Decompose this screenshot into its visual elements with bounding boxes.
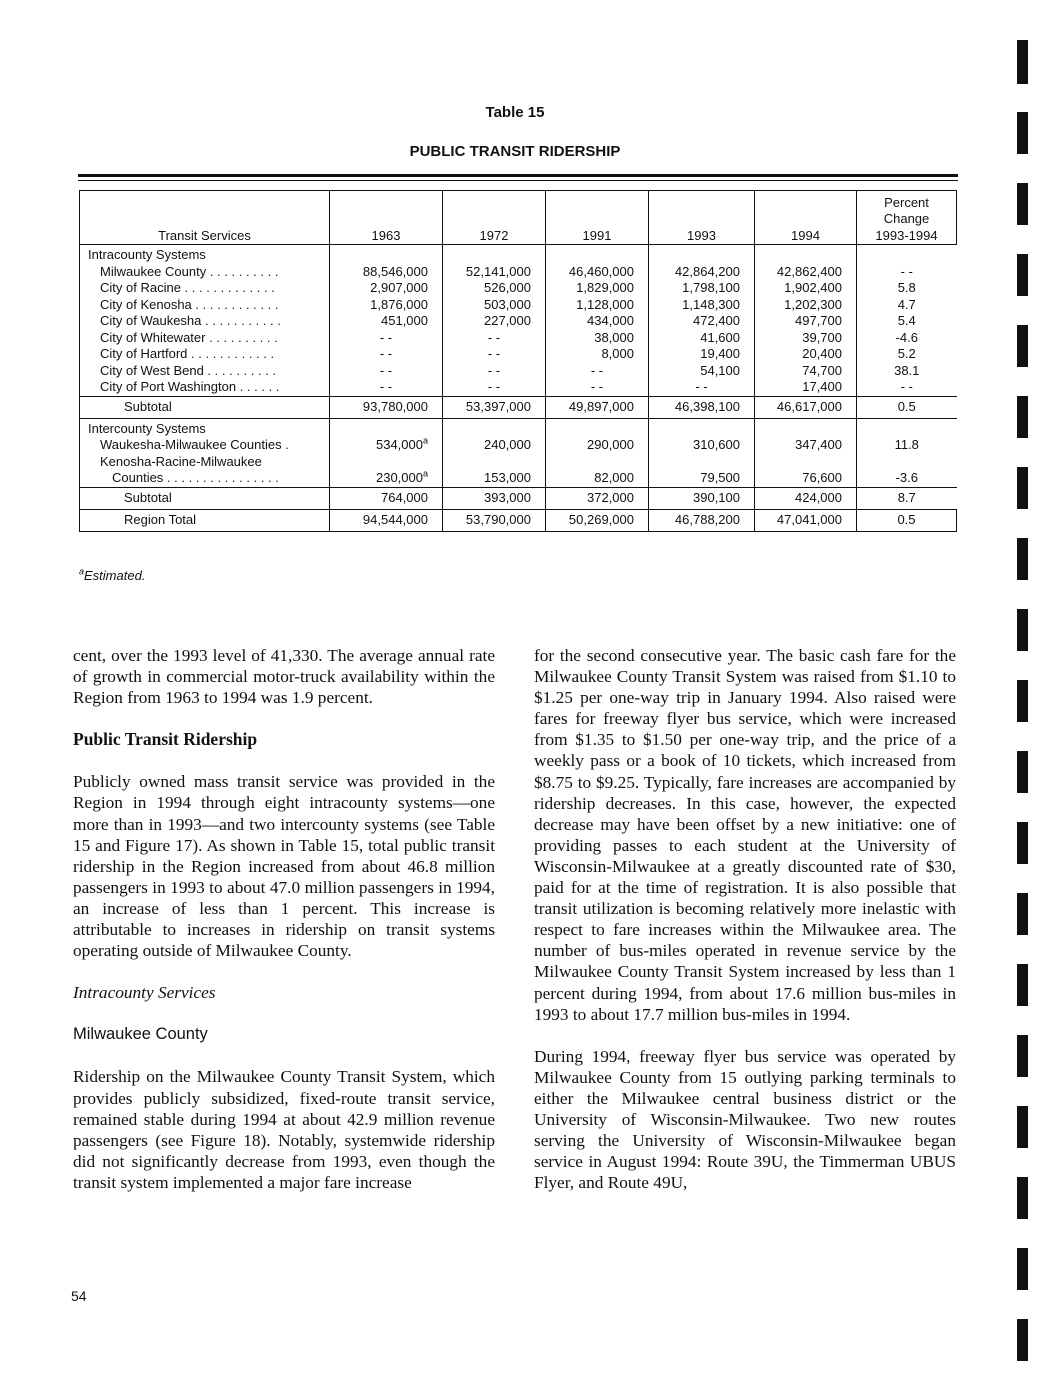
registration-mark xyxy=(1017,964,1028,1006)
registration-mark xyxy=(1017,325,1028,367)
registration-mark xyxy=(1017,467,1028,509)
subtotal-row-intercounty xyxy=(80,487,957,509)
scan-registration-marks xyxy=(1017,0,1031,1380)
cell-pct: 11.8 xyxy=(857,437,957,454)
row-label: City of Waukesha xyxy=(100,313,202,328)
left-paragraph-2: Publicly owned mass transit service was provided in the Region in 1994 through eight intracounty systems—one more than in 1993—and two intercounty systems (see Table 15 and Figure 17). As shown in Table 15, total public transit ridership in the Region increased from about 46.8 million passengers in 1993 to about 47.0 million passengers in 1994, an increase of less than 1 percent. This increase is attributable to increases in ridership on transit systems operating outside of Milwaukee County. xyxy=(73,772,495,961)
left-paragraph-3: Ridership on the Milwaukee County Transit System, which provides publicly subsidized, fixed-route transit service, remained stable during 1994 at about 42.9 million revenue passengers (see Figure 18). Notably, systemwide ridership did not significantly decrease from 1993, even though the transit system implemented a major fare increase xyxy=(73,1067,495,1192)
header-year-1991: 1991 xyxy=(546,191,649,245)
registration-mark xyxy=(1017,822,1028,864)
total-label: Region Total xyxy=(124,511,197,527)
row-label: City of Port Washington xyxy=(100,379,237,394)
right-paragraph-2: During 1994, freeway flyer bus service was operated by Milwaukee County from 15 outlying parking terminals to either the Milwaukee central business district or the University of Wisconsin-Milwaukee. Two new routes serving the University of Wisconsin-Milwaukee began service in August 1994: Route 39U, the Timmerman UBUS Flyer, and Route 49U, xyxy=(534,1046,956,1193)
cell-1991: 1,829,000 xyxy=(546,280,649,297)
registration-mark xyxy=(1017,1035,1028,1077)
group-label-intracounty: Intracounty Systems xyxy=(88,247,206,262)
cell-pct: 0.5 xyxy=(857,509,957,531)
cell-1963: - - xyxy=(330,363,443,380)
row-label: Milwaukee County xyxy=(100,263,207,279)
row-label-line2: Counties xyxy=(112,470,164,485)
row-label: Waukesha-Milwaukee Counties xyxy=(100,437,282,452)
header-pct-line1: Percent xyxy=(884,194,929,210)
cell-1993: 472,400 xyxy=(649,313,755,330)
leader-dots: . xyxy=(281,437,289,452)
cell-1994: 46,617,000 xyxy=(755,396,857,418)
registration-mark xyxy=(1017,1177,1028,1219)
leader-dots: . . . . . . . . . . . . . xyxy=(180,280,275,295)
cell-1994: 347,400 xyxy=(755,437,857,454)
cell-1994: 20,400 xyxy=(755,346,857,363)
cell-1994: 42,862,400 xyxy=(755,264,857,281)
table-row xyxy=(80,437,957,454)
cell-1972: 227,000 xyxy=(443,313,546,330)
table-row xyxy=(80,280,957,297)
registration-mark xyxy=(1017,751,1028,793)
cell-1993: 1,148,300 xyxy=(649,297,755,314)
footnote-ref: a xyxy=(422,468,428,479)
cell-1972: 53,397,000 xyxy=(443,396,546,418)
row-label-line1: Kenosha-Racine-Milwaukee xyxy=(100,453,262,469)
cell-1993: 390,100 xyxy=(649,487,755,509)
header-pct-line2: Change xyxy=(883,211,930,226)
cell-pct: 5.2 xyxy=(857,346,957,363)
cell-1991: 50,269,000 xyxy=(546,509,649,531)
cell-1963: 94,544,000 xyxy=(330,509,443,531)
cell-1963: 88,546,000 xyxy=(330,264,443,281)
cell-pct: 8.7 xyxy=(857,487,957,509)
leader-dots: . . . . . . . . . . xyxy=(205,329,278,345)
right-column xyxy=(534,645,956,1193)
table-row xyxy=(80,454,957,471)
cell-1994: 47,041,000 xyxy=(755,509,857,531)
cell-1994: 424,000 xyxy=(755,487,857,509)
cell-1991: 46,460,000 xyxy=(546,264,649,281)
subsubsection-heading: Milwaukee County xyxy=(73,1025,208,1044)
cell-1994: 17,400 xyxy=(755,379,857,396)
footnote-mark: a xyxy=(79,566,85,577)
row-label: City of Whitewater xyxy=(100,329,206,345)
left-paragraph-1: cent, over the 1993 level of 41,330. The average annual rate of growth in commercial motor-truck availability within the Region from 1963 to 1994 was 1.9 percent. xyxy=(73,646,495,708)
cell-1994: 1,902,400 xyxy=(755,280,857,297)
registration-mark xyxy=(1017,254,1028,296)
registration-mark xyxy=(1017,893,1028,935)
cell-1972: - - xyxy=(443,379,546,396)
cell-1972: 240,000 xyxy=(443,437,546,454)
cell-1972: 153,000 xyxy=(443,470,546,487)
header-year-1994: 1994 xyxy=(755,191,857,245)
header-percent-change xyxy=(857,191,957,245)
cell-1972: - - xyxy=(443,346,546,363)
row-label: City of West Bend xyxy=(100,362,204,378)
header-pct-line3: 1993-1994 xyxy=(875,227,938,243)
cell-1993: 41,600 xyxy=(649,330,755,347)
subtotal-label: Subtotal xyxy=(124,489,172,505)
cell-1991: - - xyxy=(546,363,649,380)
right-paragraph-1: for the second consecutive year. The basic cash fare for the Milwaukee County Transit System was raised from $1.10 to $1.25 per one-way trip in January 1994. Also raised were fares for freeway flyer bus service, which were increased from $1.35 to $1.50 per one-way trip, and the price of a weekly pass or a book of 10 tickets, which increased from $8.75 to $9.25. Typically, fare increases are accompanied by ridership decreases. In this case, however, the expected decrease may have been offset by a new initiative: one of providing passes to each student at the University of Wisconsin-Milwaukee at a greatly discounted rate of $30, paid for at the time of registration. It is also possible that transit utilization is becoming relatively more inelastic with respect to fare increases within the Milwaukee area. The number of bus-miles operated in revenue service by the Milwaukee County Transit System increased by less than 1 percent during 1994, from about 17.6 million bus-miles in 1993 to about 17.7 million bus-miles in 1994. xyxy=(534,646,956,1024)
cell-1972: 53,790,000 xyxy=(443,509,546,531)
cell-1963: - - xyxy=(330,330,443,347)
value-1963: 230,000 xyxy=(375,470,423,485)
cell-pct: - - xyxy=(857,379,957,396)
cell-1991: - - xyxy=(546,379,649,396)
registration-mark xyxy=(1017,1319,1028,1361)
leader-dots: . . . . . . . . . . . . . . . . xyxy=(163,470,279,485)
table-title: PUBLIC TRANSIT RIDERSHIP xyxy=(409,143,621,160)
cell-pct: 0.5 xyxy=(857,396,957,418)
header-year-1963: 1963 xyxy=(330,191,443,245)
registration-mark xyxy=(1017,112,1028,154)
table-row xyxy=(80,313,957,330)
footnote-ref: a xyxy=(422,435,428,446)
leader-dots: . . . . . . . . . . . . xyxy=(191,296,279,312)
subsection-heading: Intracounty Services xyxy=(73,983,216,1003)
cell-1991: 49,897,000 xyxy=(546,396,649,418)
cell-1991: 290,000 xyxy=(546,437,649,454)
leader-dots: . . . . . . . . . . xyxy=(203,362,277,378)
cell-1963: - - xyxy=(330,346,443,363)
header-services: Transit Services xyxy=(80,191,330,245)
leader-dots: . . . . . . . . . . xyxy=(206,263,279,279)
cell-1993: 1,798,100 xyxy=(649,280,755,297)
group-label-intercounty: Intercounty Systems xyxy=(88,420,206,436)
cell-1963: 93,780,000 xyxy=(330,396,443,418)
value-1963: 534,000 xyxy=(375,437,423,452)
left-column xyxy=(73,645,495,1193)
table-row xyxy=(80,470,957,487)
cell-1972: - - xyxy=(443,330,546,347)
table-row xyxy=(80,346,957,363)
table-row xyxy=(80,330,957,347)
cell-1963: 451,000 xyxy=(330,313,443,330)
registration-mark xyxy=(1017,538,1028,580)
cell-1963: 764,000 xyxy=(330,487,443,509)
row-label: City of Hartford xyxy=(100,346,188,361)
cell-pct: -3.6 xyxy=(857,470,957,487)
leader-dots: . . . . . . . . . . . xyxy=(201,313,281,328)
cell-pct: 5.4 xyxy=(857,313,957,330)
cell-1993: 54,100 xyxy=(649,363,755,380)
cell-1991: 82,000 xyxy=(546,470,649,487)
cell-1994: 76,600 xyxy=(755,470,857,487)
header-year-1993: 1993 xyxy=(649,191,755,245)
row-label: City of Racine xyxy=(100,280,181,295)
cell-1993: - - xyxy=(649,379,755,396)
cell-1963 xyxy=(330,470,443,487)
registration-mark xyxy=(1017,680,1028,722)
cell-1993: 42,864,200 xyxy=(649,264,755,281)
cell-1994: 497,700 xyxy=(755,313,857,330)
cell-pct: 38.1 xyxy=(857,363,957,380)
cell-1993: 46,398,100 xyxy=(649,396,755,418)
cell-1991: 38,000 xyxy=(546,330,649,347)
cell-1963: - - xyxy=(330,379,443,396)
cell-1991: 434,000 xyxy=(546,313,649,330)
cell-1963: 1,876,000 xyxy=(330,297,443,314)
cell-1993: 79,500 xyxy=(649,470,755,487)
page-number: 54 xyxy=(71,1288,87,1304)
region-total-row xyxy=(80,509,957,531)
cell-1994: 74,700 xyxy=(755,363,857,380)
group-row-intercounty xyxy=(80,418,957,437)
cell-pct: 5.8 xyxy=(857,280,957,297)
registration-mark xyxy=(1017,40,1028,84)
leader-dots: . . . . . . . . . . . . xyxy=(187,346,275,361)
cell-1972: 503,000 xyxy=(443,297,546,314)
table-row xyxy=(80,297,957,314)
cell-pct: 4.7 xyxy=(857,297,957,314)
cell-pct: - - xyxy=(857,264,957,281)
cell-1972: - - xyxy=(443,363,546,380)
cell-1963: 2,907,000 xyxy=(330,280,443,297)
cell-1994: 1,202,300 xyxy=(755,297,857,314)
table-footnote xyxy=(79,568,145,583)
cell-1963 xyxy=(330,437,443,454)
table-row xyxy=(80,264,957,281)
registration-mark xyxy=(1017,609,1028,651)
table-number: Table 15 xyxy=(485,104,545,121)
table-row xyxy=(80,363,957,380)
title-rule-thick xyxy=(78,174,958,177)
group-row-intracounty xyxy=(80,245,957,264)
footnote-text: Estimated. xyxy=(84,568,146,583)
header-year-1972: 1972 xyxy=(443,191,546,245)
cell-1993: 46,788,200 xyxy=(649,509,755,531)
leader-dots: . . . . . . xyxy=(236,379,280,394)
cell-1994: 39,700 xyxy=(755,330,857,347)
table-header-row xyxy=(80,191,957,245)
registration-mark xyxy=(1017,396,1028,438)
registration-mark xyxy=(1017,183,1028,225)
subtotal-row-intracounty xyxy=(80,396,957,418)
cell-pct: -4.6 xyxy=(857,330,957,347)
subtotal-label: Subtotal xyxy=(124,398,172,414)
cell-1991: 1,128,000 xyxy=(546,297,649,314)
cell-1991: 8,000 xyxy=(546,346,649,363)
title-rule-thin xyxy=(78,180,958,181)
cell-1993: 19,400 xyxy=(649,346,755,363)
cell-1993: 310,600 xyxy=(649,437,755,454)
registration-mark xyxy=(1017,1106,1028,1148)
cell-1991: 372,000 xyxy=(546,487,649,509)
cell-1972: 393,000 xyxy=(443,487,546,509)
cell-1972: 526,000 xyxy=(443,280,546,297)
cell-1972: 52,141,000 xyxy=(443,264,546,281)
ridership-table xyxy=(79,190,957,532)
row-label: City of Kenosha xyxy=(100,296,192,312)
registration-mark xyxy=(1017,1248,1028,1290)
section-heading: Public Transit Ridership xyxy=(73,729,258,750)
table-row xyxy=(80,379,957,396)
